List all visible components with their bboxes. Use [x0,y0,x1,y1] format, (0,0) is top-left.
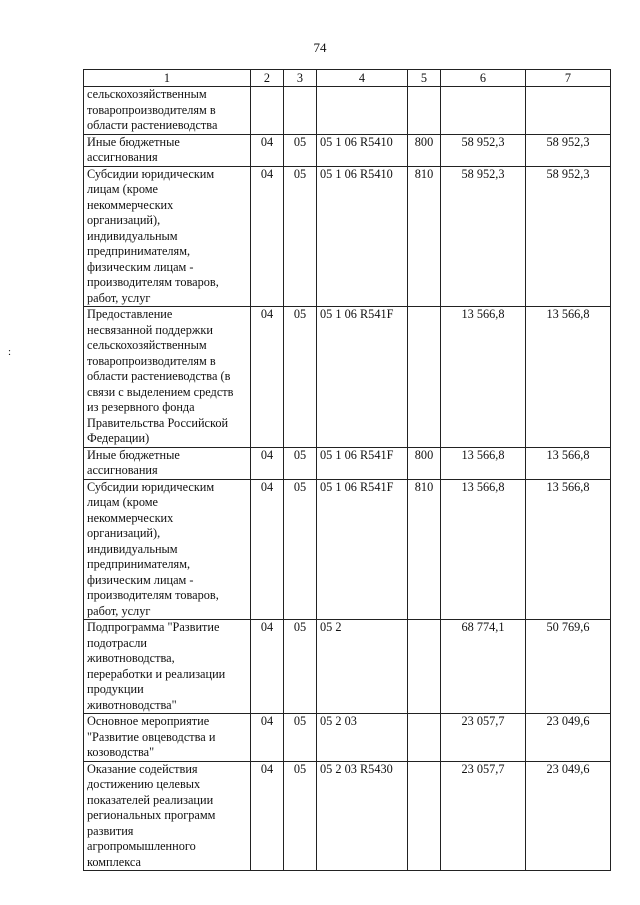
expense-type-cell [408,714,441,762]
expense-type-cell [408,761,441,871]
amount-year1-cell: 23 057,7 [441,714,526,762]
section-code-cell: 04 [251,307,284,448]
column-header: 6 [441,70,526,87]
target-article-cell: 05 1 06 R541F [317,307,408,448]
amount-year2-cell: 23 049,6 [526,761,611,871]
target-article-cell: 05 1 06 R5410 [317,166,408,307]
subsection-code-cell: 05 [284,714,317,762]
table-row [84,447,611,479]
amount-year1-cell: 58 952,3 [441,134,526,166]
column-header: 5 [408,70,441,87]
row-name-cell: сельскохозяйственным товаропроизводителям в области растениеводства [84,87,251,135]
row-name-cell: Основное мероприятие "Развитие овцеводства и козоводства" [84,714,251,762]
amount-year2-cell: 50 769,6 [526,620,611,714]
amount-year2-cell: 58 952,3 [526,166,611,307]
row-name-cell: Субсидии юридическим лицам (кроме некоммерческих организаций), индивидуальным предпринимателям, физическим лицам - производителям товаров, работ, услуг [84,166,251,307]
stray-mark: : [8,346,12,358]
target-article-cell: 05 2 [317,620,408,714]
column-header: 7 [526,70,611,87]
amount-year2-cell: 23 049,6 [526,714,611,762]
amount-year1-cell [441,87,526,135]
table-row [84,87,611,135]
column-header: 3 [284,70,317,87]
subsection-code-cell: 05 [284,134,317,166]
section-code-cell: 04 [251,447,284,479]
target-article-cell: 05 1 06 R5410 [317,134,408,166]
target-article-cell: 05 1 06 R541F [317,447,408,479]
row-name-cell: Подпрограмма "Развитие подотрасли животноводства, переработки и реализации продукции животноводства" [84,620,251,714]
target-article-cell: 05 1 06 R541F [317,479,408,620]
budget-table [83,69,611,871]
amount-year1-cell: 68 774,1 [441,620,526,714]
row-name-cell: Оказание содействия достижению целевых показателей реализации региональных программ развития агропромышленного комплекса [84,761,251,871]
amount-year1-cell: 58 952,3 [441,166,526,307]
amount-year1-cell: 13 566,8 [441,307,526,448]
section-code-cell: 04 [251,479,284,620]
expense-type-cell: 810 [408,479,441,620]
table-row [84,479,611,620]
expense-type-cell [408,87,441,135]
expense-type-cell: 800 [408,447,441,479]
table-row [84,620,611,714]
row-name-cell: Субсидии юридическим лицам (кроме некоммерческих организаций), индивидуальным предпринимателям, физическим лицам - производителям товаров, работ, услуг [84,479,251,620]
subsection-code-cell: 05 [284,479,317,620]
subsection-code-cell: 05 [284,447,317,479]
table-row [84,134,611,166]
row-name-cell: Иные бюджетные ассигнования [84,447,251,479]
row-name-cell: Иные бюджетные ассигнования [84,134,251,166]
section-code-cell: 04 [251,620,284,714]
subsection-code-cell: 05 [284,307,317,448]
subsection-code-cell: 05 [284,166,317,307]
column-header: 4 [317,70,408,87]
column-header: 2 [251,70,284,87]
expense-type-cell [408,307,441,448]
amount-year2-cell: 13 566,8 [526,479,611,620]
section-code-cell: 04 [251,166,284,307]
section-code-cell: 04 [251,134,284,166]
section-code-cell [251,87,284,135]
table-row [84,761,611,871]
amount-year2-cell: 13 566,8 [526,307,611,448]
table-row [84,166,611,307]
amount-year1-cell: 23 057,7 [441,761,526,871]
subsection-code-cell: 05 [284,620,317,714]
subsection-code-cell [284,87,317,135]
target-article-cell: 05 2 03 R5430 [317,761,408,871]
expense-type-cell [408,620,441,714]
table-row [84,307,611,448]
section-code-cell: 04 [251,714,284,762]
expense-type-cell: 800 [408,134,441,166]
amount-year2-cell: 13 566,8 [526,447,611,479]
header-row [84,70,611,87]
amount-year1-cell: 13 566,8 [441,479,526,620]
page-number: 74 [313,40,327,55]
subsection-code-cell: 05 [284,761,317,871]
amount-year2-cell [526,87,611,135]
amount-year2-cell: 58 952,3 [526,134,611,166]
table-row [84,714,611,762]
amount-year1-cell: 13 566,8 [441,447,526,479]
expense-type-cell: 810 [408,166,441,307]
target-article-cell [317,87,408,135]
target-article-cell: 05 2 03 [317,714,408,762]
section-code-cell: 04 [251,761,284,871]
row-name-cell: Предоставление несвязанной поддержки сельскохозяйственным товаропроизводителям в области растениеводства (в связи с выделением средств из резервного фонда Правительства Российской Федерации) [84,307,251,448]
column-header: 1 [84,70,251,87]
